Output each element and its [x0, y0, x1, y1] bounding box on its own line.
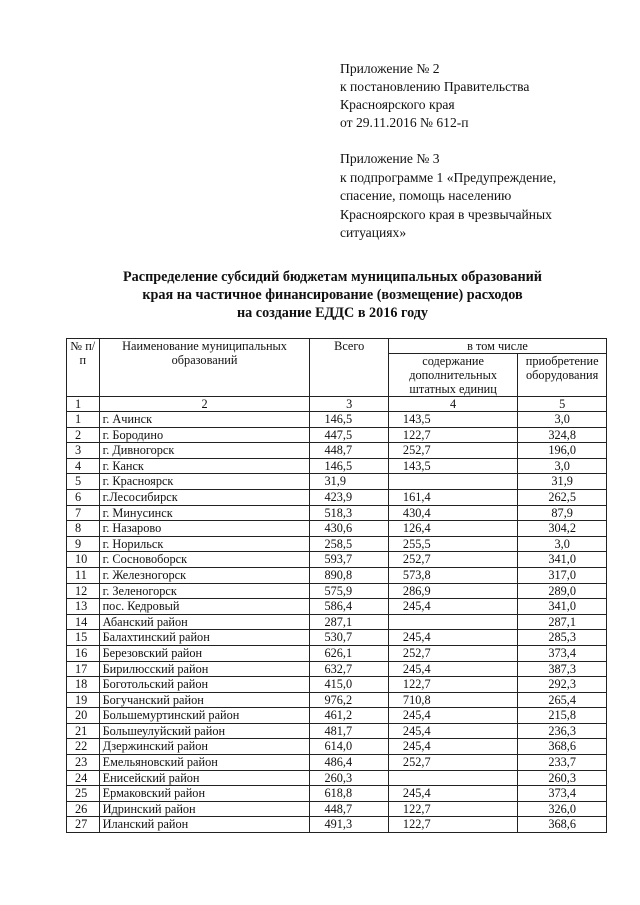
- row-number: 27: [67, 817, 100, 833]
- staff-value: 245,4: [388, 630, 517, 646]
- appendix-line: к подпрограмме 1 «Предупреждение,: [340, 169, 557, 185]
- equipment-value: 236,3: [518, 723, 607, 739]
- row-number: 2: [67, 427, 100, 443]
- equipment-value: 368,6: [518, 739, 607, 755]
- table-row: [67, 739, 607, 755]
- equipment-value: 262,5: [518, 489, 607, 505]
- equipment-value: 373,4: [518, 645, 607, 661]
- equipment-value: 215,8: [518, 708, 607, 724]
- staff-value: 122,7: [388, 801, 517, 817]
- col-number-cell: 5: [518, 397, 607, 412]
- table-row: [67, 458, 607, 474]
- table-row: [67, 505, 607, 521]
- municipality-name: г. Бородино: [99, 427, 310, 443]
- municipality-name: г. Минусинск: [99, 505, 310, 521]
- table-row: [67, 489, 607, 505]
- equipment-value: 31,9: [518, 474, 607, 490]
- table-body: [67, 412, 607, 833]
- staff-value: 245,4: [388, 661, 517, 677]
- table-row: [67, 567, 607, 583]
- table-row: [67, 583, 607, 599]
- header-line: Красноярского края: [340, 97, 455, 112]
- equipment-value: 233,7: [518, 755, 607, 771]
- municipality-name: Большемуртинский район: [99, 708, 310, 724]
- equipment-value: 196,0: [518, 443, 607, 459]
- table-row: [67, 770, 607, 786]
- row-number: 12: [67, 583, 100, 599]
- total-value: 448,7: [310, 801, 388, 817]
- title-line: на создание ЕДДС в 2016 году: [236, 305, 429, 321]
- staff-value: 122,7: [388, 677, 517, 693]
- total-value: 486,4: [310, 755, 388, 771]
- row-number: 10: [67, 552, 100, 568]
- staff-value: 430,4: [388, 505, 517, 521]
- municipality-name: Богучанский район: [99, 692, 310, 708]
- appendix-line: Приложение № 3: [340, 151, 440, 166]
- municipality-name: г. Сосновоборск: [99, 552, 310, 568]
- total-value: 260,3: [310, 770, 388, 786]
- total-value: 31,9: [310, 474, 388, 490]
- equipment-value: 387,3: [518, 661, 607, 677]
- row-number: 16: [67, 645, 100, 661]
- staff-value: 710,8: [388, 692, 517, 708]
- staff-value: 143,5: [388, 412, 517, 428]
- staff-value: 122,7: [388, 817, 517, 833]
- staff-value: 245,4: [388, 739, 517, 755]
- equipment-value: 324,8: [518, 427, 607, 443]
- total-value: 448,7: [310, 443, 388, 459]
- equipment-value: 341,0: [518, 599, 607, 615]
- staff-value: 286,9: [388, 583, 517, 599]
- municipality-name: г. Железногорск: [99, 567, 310, 583]
- col-number-cell: 3: [310, 397, 388, 412]
- row-number: 15: [67, 630, 100, 646]
- row-number: 7: [67, 505, 100, 521]
- municipality-name: г. Назарово: [99, 521, 310, 537]
- total-value: 461,2: [310, 708, 388, 724]
- municipality-name: Балахтинский район: [99, 630, 310, 646]
- total-value: 447,5: [310, 427, 388, 443]
- table-row: [67, 755, 607, 771]
- total-value: 890,8: [310, 567, 388, 583]
- total-value: 614,0: [310, 739, 388, 755]
- header-equipment: приобретение оборудования: [518, 354, 607, 397]
- table-row: [67, 786, 607, 802]
- equipment-value: 87,9: [518, 505, 607, 521]
- total-value: 575,9: [310, 583, 388, 599]
- header-line: от 29.11.2016 № 612-п: [340, 115, 469, 130]
- total-value: 976,2: [310, 692, 388, 708]
- staff-value: [388, 614, 517, 630]
- total-value: 287,1: [310, 614, 388, 630]
- table-row: [67, 661, 607, 677]
- equipment-value: 285,3: [518, 630, 607, 646]
- equipment-value: 341,0: [518, 552, 607, 568]
- municipality-name: г. Ачинск: [99, 412, 310, 428]
- equipment-value: 265,4: [518, 692, 607, 708]
- appendix-line: ситуациях»: [340, 225, 407, 240]
- header-line: к постановлению Правительства: [340, 79, 530, 94]
- equipment-value: 260,3: [518, 770, 607, 786]
- title-line: Распределение субсидий бюджетам муниципальных образований: [123, 269, 542, 285]
- table-row: [67, 817, 607, 833]
- staff-value: 143,5: [388, 458, 517, 474]
- col-number-cell: 4: [388, 397, 517, 412]
- table-row: [67, 723, 607, 739]
- staff-value: 245,4: [388, 786, 517, 802]
- row-number: 17: [67, 661, 100, 677]
- staff-value: 252,7: [388, 443, 517, 459]
- row-number: 9: [67, 536, 100, 552]
- table-row: [67, 443, 607, 459]
- total-value: 618,8: [310, 786, 388, 802]
- staff-value: 122,7: [388, 427, 517, 443]
- table-row: [67, 474, 607, 490]
- total-value: 518,3: [310, 505, 388, 521]
- row-number: 13: [67, 599, 100, 615]
- municipality-name: г. Дивногорск: [99, 443, 310, 459]
- row-number: 19: [67, 692, 100, 708]
- row-number: 26: [67, 801, 100, 817]
- equipment-value: 304,2: [518, 521, 607, 537]
- total-value: 593,7: [310, 552, 388, 568]
- total-value: 481,7: [310, 723, 388, 739]
- equipment-value: 287,1: [518, 614, 607, 630]
- equipment-value: 3,0: [518, 412, 607, 428]
- document-title: [60, 268, 605, 322]
- col-number-cell: 1: [67, 397, 100, 412]
- staff-value: 126,4: [388, 521, 517, 537]
- municipality-name: Боготольский район: [99, 677, 310, 693]
- staff-value: [388, 474, 517, 490]
- total-value: 423,9: [310, 489, 388, 505]
- staff-value: 161,4: [388, 489, 517, 505]
- municipality-name: г.Лесосибирск: [99, 489, 310, 505]
- row-number: 6: [67, 489, 100, 505]
- table-row: [67, 521, 607, 537]
- row-number: 14: [67, 614, 100, 630]
- staff-value: 252,7: [388, 552, 517, 568]
- row-number: 21: [67, 723, 100, 739]
- header-num: № п/п: [67, 339, 100, 397]
- row-number: 3: [67, 443, 100, 459]
- municipality-name: г. Красноярск: [99, 474, 310, 490]
- total-value: 626,1: [310, 645, 388, 661]
- municipality-name: Березовский район: [99, 645, 310, 661]
- municipality-name: Абанский район: [99, 614, 310, 630]
- municipality-name: Ермаковский район: [99, 786, 310, 802]
- header-name: Наименование муниципальных образований: [99, 339, 310, 397]
- table-row: [67, 412, 607, 428]
- row-number: 25: [67, 786, 100, 802]
- table-row: [67, 614, 607, 630]
- row-number: 5: [67, 474, 100, 490]
- table-row: [67, 599, 607, 615]
- municipality-name: Идринский район: [99, 801, 310, 817]
- total-value: 530,7: [310, 630, 388, 646]
- staff-value: 252,7: [388, 645, 517, 661]
- staff-value: 245,4: [388, 599, 517, 615]
- staff-value: 245,4: [388, 708, 517, 724]
- row-number: 22: [67, 739, 100, 755]
- municipality-name: г. Норильск: [99, 536, 310, 552]
- total-value: 258,5: [310, 536, 388, 552]
- table-row: [67, 801, 607, 817]
- staff-value: 252,7: [388, 755, 517, 771]
- total-value: 146,5: [310, 412, 388, 428]
- table-row: [67, 427, 607, 443]
- subsidy-table: [66, 338, 607, 833]
- row-number: 11: [67, 567, 100, 583]
- municipality-name: г. Зеленогорск: [99, 583, 310, 599]
- title-line: края на частичное финансирование (возмещение) расходов: [142, 287, 523, 303]
- municipality-name: Бирилюсский район: [99, 661, 310, 677]
- equipment-value: 317,0: [518, 567, 607, 583]
- staff-value: 573,8: [388, 567, 517, 583]
- header-staff: содержание дополнительных штатных единиц: [388, 354, 517, 397]
- table-row: [67, 692, 607, 708]
- equipment-value: 3,0: [518, 458, 607, 474]
- municipality-name: Большеулуйский район: [99, 723, 310, 739]
- row-number: 4: [67, 458, 100, 474]
- total-value: 415,0: [310, 677, 388, 693]
- row-number: 18: [67, 677, 100, 693]
- row-number: 1: [67, 412, 100, 428]
- total-value: 146,5: [310, 458, 388, 474]
- header-total: Всего: [310, 339, 388, 397]
- municipality-name: пос. Кедровый: [99, 599, 310, 615]
- approval-header: [340, 60, 529, 132]
- equipment-value: 373,4: [518, 786, 607, 802]
- appendix-line: Красноярского края в чрезвычайных: [340, 206, 552, 222]
- municipality-name: Иланский район: [99, 817, 310, 833]
- equipment-value: 326,0: [518, 801, 607, 817]
- col-number-cell: 2: [99, 397, 310, 412]
- table-row: [67, 708, 607, 724]
- municipality-name: Дзержинский район: [99, 739, 310, 755]
- table-row: [67, 645, 607, 661]
- staff-value: 245,4: [388, 723, 517, 739]
- total-value: 491,3: [310, 817, 388, 833]
- staff-value: 255,5: [388, 536, 517, 552]
- total-value: 430,6: [310, 521, 388, 537]
- appendix-line: спасение, помощь населению: [340, 188, 512, 203]
- table-row: [67, 536, 607, 552]
- equipment-value: 292,3: [518, 677, 607, 693]
- table-row: [67, 677, 607, 693]
- row-number: 8: [67, 521, 100, 537]
- row-number: 20: [67, 708, 100, 724]
- equipment-value: 289,0: [518, 583, 607, 599]
- municipality-name: г. Канск: [99, 458, 310, 474]
- municipality-name: Емельяновский район: [99, 755, 310, 771]
- appendix-note: [340, 150, 556, 243]
- header-including: в том числе: [388, 339, 606, 354]
- equipment-value: 368,6: [518, 817, 607, 833]
- row-number: 23: [67, 755, 100, 771]
- row-number: 24: [67, 770, 100, 786]
- total-value: 632,7: [310, 661, 388, 677]
- total-value: 586,4: [310, 599, 388, 615]
- equipment-value: 3,0: [518, 536, 607, 552]
- header-line: Приложение № 2: [340, 61, 440, 76]
- table-row: [67, 552, 607, 568]
- table-row: [67, 630, 607, 646]
- municipality-name: Енисейский район: [99, 770, 310, 786]
- staff-value: [388, 770, 517, 786]
